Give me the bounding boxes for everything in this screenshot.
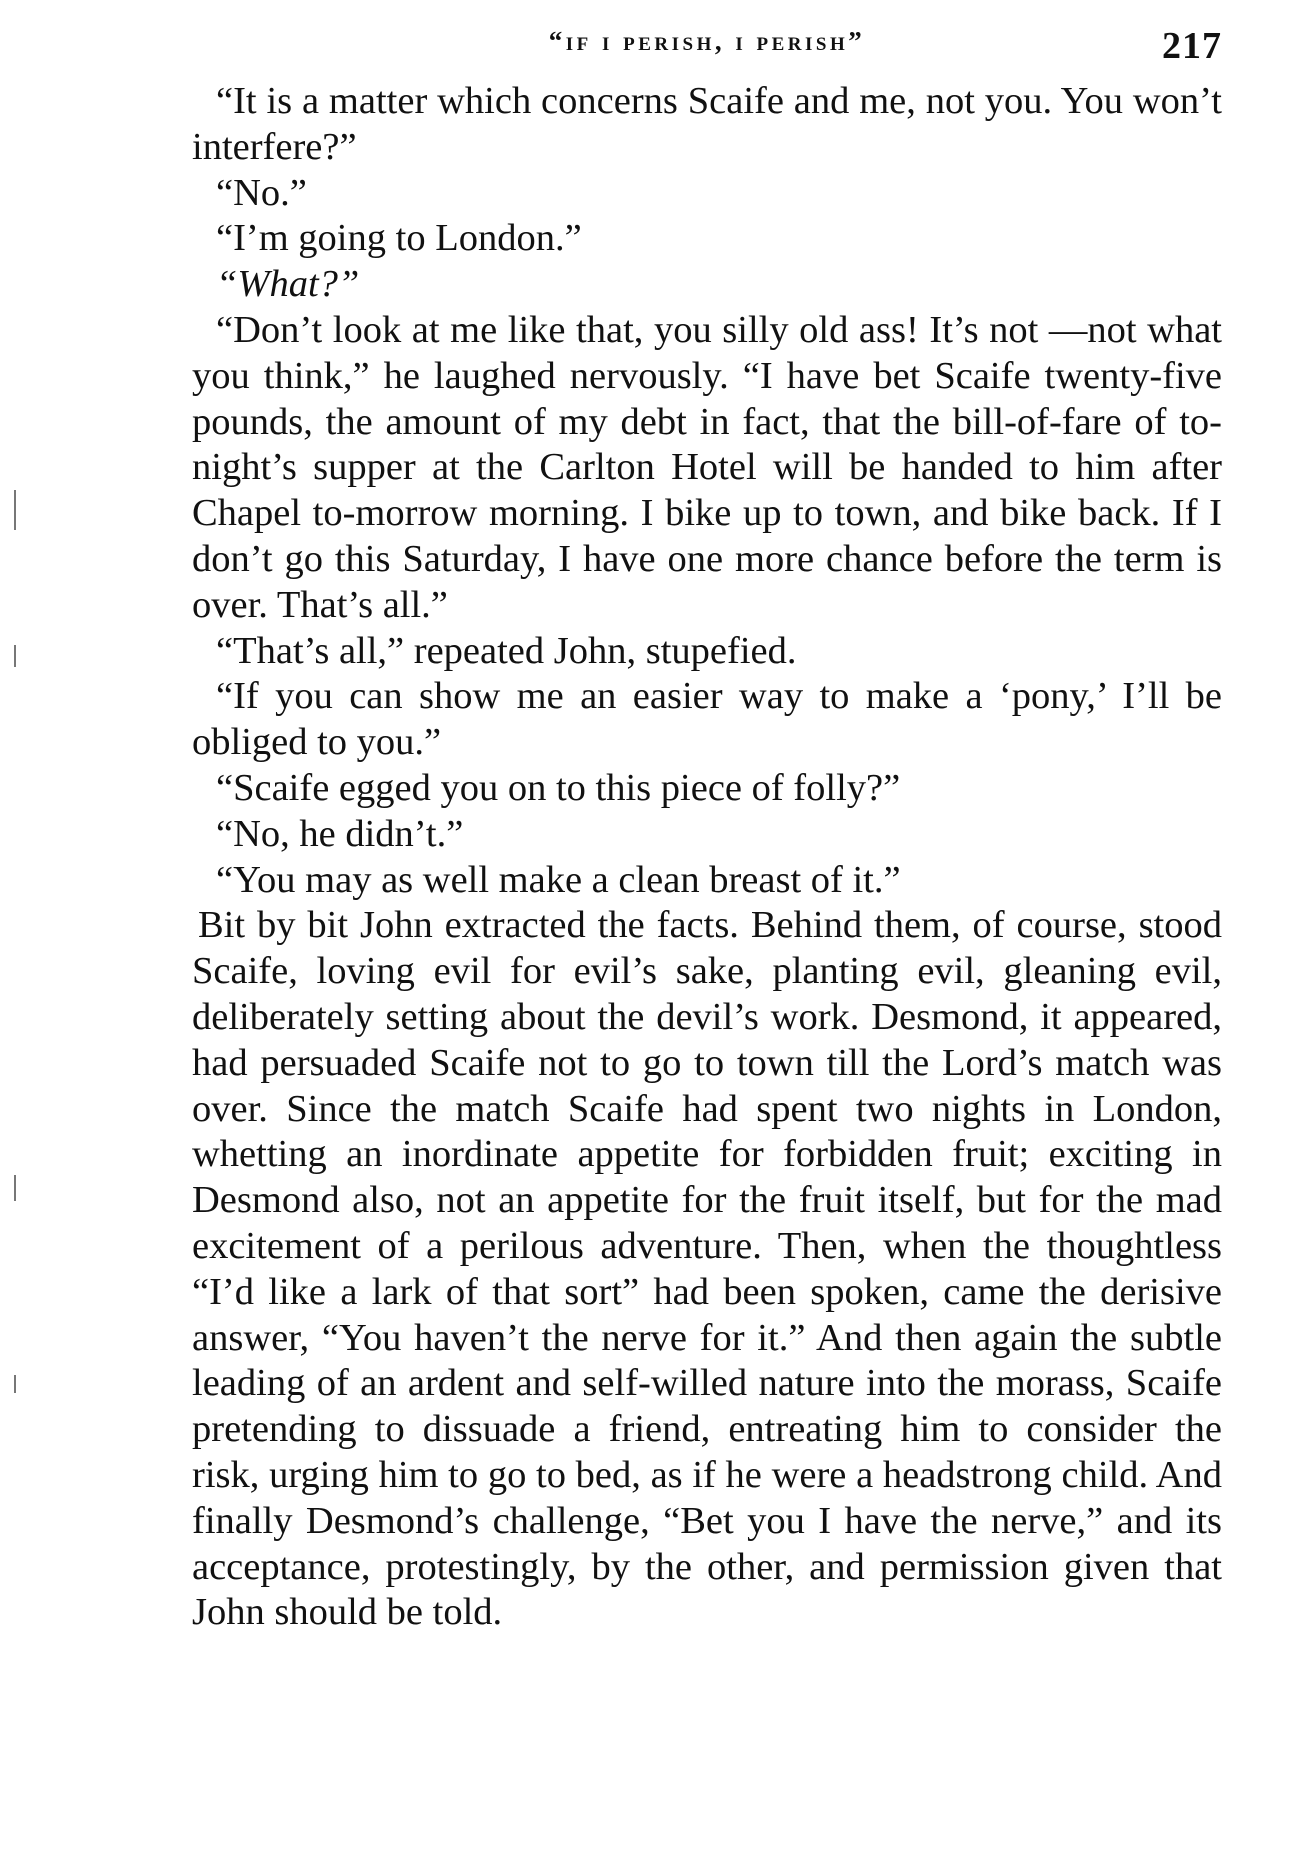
running-title: “if i perish, i perish” bbox=[548, 26, 866, 56]
paragraph: “No, he didn’t.” bbox=[216, 812, 464, 855]
scan-margin bbox=[0, 0, 30, 1874]
paragraph: “Scaife egged you on to this piece of folly?” bbox=[216, 766, 901, 809]
scan-artifact bbox=[14, 1175, 16, 1201]
paragraph: “That’s all,” repeated John, stupefied. bbox=[216, 629, 797, 672]
body-text bbox=[192, 79, 1222, 1636]
paragraph: “It is a matter which concerns Scaife and me, not you. You won’t interfere?” bbox=[192, 80, 1222, 168]
paragraph: “If you can show me an easier way to make a ‘pony,’ I’ll be obliged to you.” bbox=[192, 675, 1222, 764]
scan-artifact bbox=[14, 645, 16, 667]
page-header bbox=[192, 16, 1222, 72]
paragraph: “I’m going to London.” bbox=[216, 217, 582, 260]
paragraph: “You may as well make a clean breast of it.” bbox=[216, 858, 901, 901]
page-number: 217 bbox=[1162, 25, 1222, 67]
scan-artifact bbox=[14, 490, 16, 530]
paragraph: “What?” bbox=[216, 263, 360, 306]
paragraph: “No.” bbox=[216, 171, 307, 214]
scan-artifact bbox=[14, 1375, 16, 1393]
paragraph: “Don’t look at me like that, you silly old ass! It’s not —not what you think,” he laughed nervously. “I have bet Scaife twenty-five pounds, the amount of my debt in fact, that the bill-of-fare of to-night’s supper at the Carlton Hotel will be handed to him after Chapel to-morrow morning. I bike up to town, and bike back. If I don’t go this Saturday, I have one more chance before the term is over. That’s all.” bbox=[192, 308, 1222, 626]
paragraph: Bit by bit John extracted the facts. Behind them, of course, stood Scaife, loving evil for evil’s sake, planting evil, gleaning evil, deliberately setting about the devil’s work. Desmond, it appeared, had persuaded Scaife not to go to town till the Lord’s match was over. Since the match Scaife had spent two nights in London, whetting an inordinate appetite for forbidden fruit; exciting in Desmond also, not an appetite for the fruit itself, but for the mad excitement of a perilous adventure. Then, when the thoughtless “I’d like a lark of that sort” had been spoken, came the derisive answer, “You haven’t the nerve for it.” And then again the subtle leading of an ardent and self-willed nature into the morass, Scaife pretending to dissuade a friend, entreating him to consider the risk, urging him to go to bed, as if he were a headstrong child. And finally Desmond’s challenge, “Bet you I have the nerve,” and its acceptance, protestingly, by the other, and permission given that John should be told. bbox=[192, 904, 1222, 1634]
